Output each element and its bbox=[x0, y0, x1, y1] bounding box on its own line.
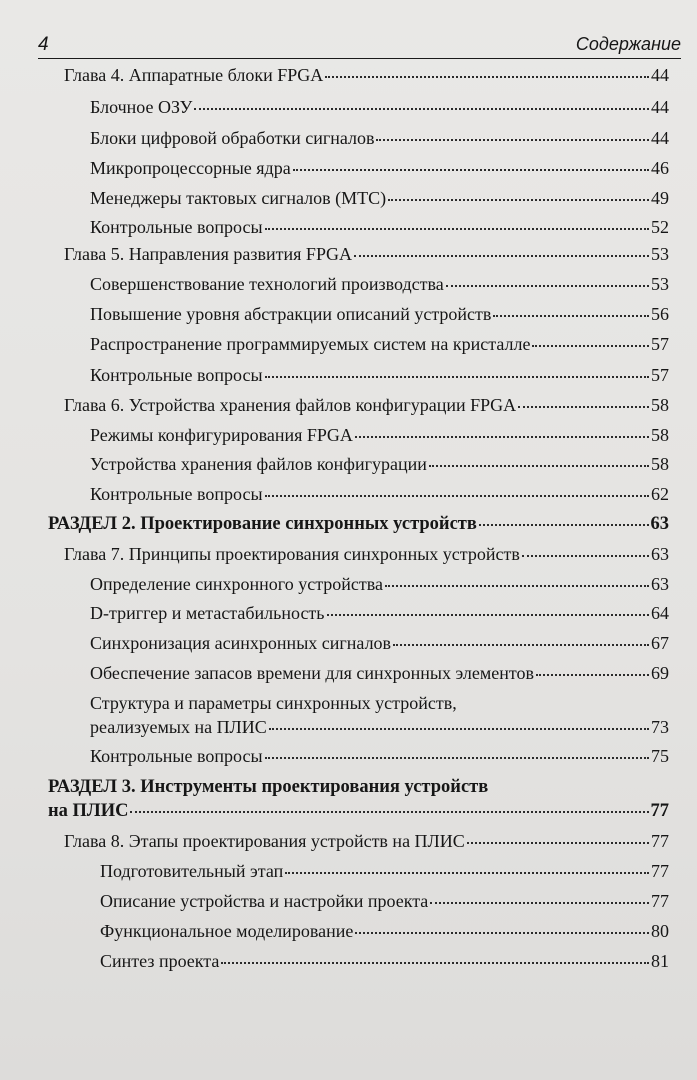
toc-entry-page: 63 bbox=[651, 574, 669, 594]
toc-entry[interactable] bbox=[90, 602, 669, 625]
toc-chapter-8[interactable] bbox=[64, 830, 669, 853]
toc-entry-title: Менеджеры тактовых сигналов (МТС) bbox=[90, 188, 387, 208]
dot-leader bbox=[388, 195, 649, 201]
dot-leader bbox=[385, 581, 649, 587]
toc-entry[interactable] bbox=[90, 573, 669, 596]
dot-leader bbox=[221, 958, 649, 964]
toc-entry-title: РАЗДЕЛ 2. Проектирование синхронных устройств bbox=[48, 514, 477, 534]
dot-leader bbox=[265, 224, 649, 230]
toc-entry-page: 77 bbox=[651, 861, 669, 881]
toc-entry-title: Повышение уровня абстракции описаний устройств bbox=[90, 304, 492, 324]
toc-entry[interactable] bbox=[90, 453, 669, 476]
toc-entry-page: 77 bbox=[651, 891, 669, 911]
toc-entry-title: Синхронизация асинхронных сигналов bbox=[90, 633, 392, 653]
toc-entry-page: 44 bbox=[651, 128, 669, 148]
dot-leader bbox=[354, 251, 649, 257]
toc-entry-title: Контрольные вопросы bbox=[90, 484, 263, 504]
dot-leader bbox=[393, 640, 649, 646]
toc-entry-page: 64 bbox=[651, 603, 669, 623]
toc-entry-title: Контрольные вопросы bbox=[90, 365, 263, 385]
dot-leader bbox=[493, 311, 649, 317]
toc-entry[interactable] bbox=[90, 303, 669, 326]
dot-leader bbox=[522, 551, 649, 557]
toc-entry[interactable] bbox=[90, 424, 669, 447]
toc-entry-title: Глава 8. Этапы проектирования устройств на ПЛИС bbox=[64, 831, 465, 851]
dot-leader bbox=[265, 491, 649, 497]
toc-entry-page: 81 bbox=[651, 951, 669, 971]
toc-entry-page: 56 bbox=[651, 304, 669, 324]
dot-leader bbox=[376, 135, 649, 141]
toc-entry-page: 57 bbox=[651, 365, 669, 385]
toc-entry-page: 44 bbox=[651, 97, 669, 117]
toc-entry-page: 58 bbox=[651, 395, 669, 415]
dot-leader bbox=[446, 281, 649, 287]
toc-entry-page: 77 bbox=[651, 831, 669, 851]
toc-entry-title: Микропроцессорные ядра bbox=[90, 158, 291, 178]
toc-entry[interactable] bbox=[90, 157, 669, 180]
dot-leader bbox=[479, 520, 649, 526]
toc-chapter-7[interactable] bbox=[64, 543, 669, 566]
dot-leader bbox=[293, 165, 649, 171]
dot-leader bbox=[285, 868, 649, 874]
toc-entry-page: 44 bbox=[651, 65, 669, 85]
toc-chapter-5[interactable] bbox=[64, 243, 669, 266]
toc-entry-title: Описание устройства и настройки проекта bbox=[100, 891, 429, 911]
page-number: 4 bbox=[38, 34, 49, 55]
toc-entry-title: Синтез проекта bbox=[100, 951, 220, 971]
toc-entry-page: 46 bbox=[651, 158, 669, 178]
toc-entry-page: 62 bbox=[651, 484, 669, 504]
toc-entry-page: 80 bbox=[651, 921, 669, 941]
dot-leader bbox=[194, 104, 649, 110]
toc-entry[interactable] bbox=[100, 950, 669, 973]
dot-leader bbox=[536, 670, 649, 676]
toc-entry[interactable] bbox=[90, 187, 669, 210]
toc-entry-title: Глава 6. Устройства хранения файлов конфигурации FPGA bbox=[64, 395, 517, 415]
toc-entry[interactable] bbox=[90, 216, 669, 239]
dot-leader bbox=[327, 610, 649, 616]
toc-entry[interactable] bbox=[90, 632, 669, 655]
toc-entry-title: Блочное ОЗУ bbox=[90, 97, 193, 117]
toc-entry-title: Обеспечение запасов времени для синхронных элементов bbox=[90, 663, 534, 683]
toc-entry[interactable] bbox=[90, 662, 669, 685]
toc-entry-title: Глава 4. Аппаратные блоки FPGA bbox=[64, 65, 324, 85]
dot-leader bbox=[130, 807, 648, 813]
dot-leader bbox=[429, 461, 649, 467]
toc-entry-page: 57 bbox=[651, 334, 669, 354]
dot-leader bbox=[265, 753, 649, 759]
toc-entry-title: Устройства хранения файлов конфигурации bbox=[90, 454, 427, 474]
toc-entry-title-line2: на ПЛИС bbox=[48, 801, 129, 821]
dot-leader bbox=[269, 724, 649, 730]
toc-entry[interactable] bbox=[90, 96, 669, 119]
toc-entry[interactable] bbox=[90, 333, 669, 356]
toc-entry-page: 69 bbox=[651, 663, 669, 683]
toc-entry-page: 53 bbox=[651, 244, 669, 264]
toc-entry-title: Режимы конфигурирования FPGA bbox=[90, 425, 353, 445]
toc-entry-page: 67 bbox=[651, 633, 669, 653]
toc-entry-page: 75 bbox=[651, 746, 669, 766]
toc-chapter-4[interactable] bbox=[64, 64, 669, 87]
dot-leader bbox=[355, 928, 649, 934]
toc-entry-page: 63 bbox=[650, 514, 669, 534]
toc-entry-title: Распространение программируемых систем на кристалле bbox=[90, 334, 531, 354]
toc-entry[interactable] bbox=[90, 716, 669, 739]
toc-chapter-6[interactable] bbox=[64, 394, 669, 417]
toc-entry-title: Блоки цифровой обработки сигналов bbox=[90, 128, 375, 148]
dot-leader bbox=[532, 341, 649, 347]
toc-entry-page: 58 bbox=[651, 425, 669, 445]
toc-entry-title: Глава 7. Принципы проектирования синхронных устройств bbox=[64, 544, 520, 564]
toc-entry-page: 73 bbox=[651, 717, 669, 737]
toc-entry-title: Подготовительный этап bbox=[100, 861, 284, 881]
toc-entry-page: 49 bbox=[651, 188, 669, 208]
dot-leader bbox=[467, 838, 649, 844]
dot-leader bbox=[430, 898, 649, 904]
toc-entry[interactable] bbox=[90, 483, 669, 506]
running-header-title: Содержание bbox=[575, 34, 681, 54]
toc-entry-title: D-триггер и метастабильность bbox=[90, 603, 325, 623]
toc-entry-page: 58 bbox=[651, 454, 669, 474]
toc-entry-page: 52 bbox=[651, 217, 669, 237]
toc-entry[interactable] bbox=[100, 920, 669, 943]
toc-entry[interactable] bbox=[100, 860, 669, 883]
toc-entry[interactable] bbox=[100, 890, 669, 913]
dot-leader bbox=[518, 402, 649, 408]
toc-entry-title: Функциональное моделирование bbox=[100, 921, 354, 941]
dot-leader bbox=[355, 432, 649, 438]
toc-entry-title: Контрольные вопросы bbox=[90, 746, 263, 766]
toc-entry-page: 63 bbox=[651, 544, 669, 564]
toc-entry-page: 53 bbox=[651, 274, 669, 294]
toc-entry[interactable] bbox=[90, 273, 669, 296]
toc-entry[interactable] bbox=[90, 745, 669, 768]
toc-entry-title-line1: Структура и параметры синхронных устройств, bbox=[90, 693, 457, 713]
toc-entry-title: Совершенствование технологий производства bbox=[90, 274, 444, 294]
toc-entry-title: Контрольные вопросы bbox=[90, 217, 263, 237]
toc-entry-title: Определение синхронного устройства bbox=[90, 574, 384, 594]
toc-entry-title-line2: реализуемых на ПЛИС bbox=[90, 717, 267, 737]
toc-entry-title: Глава 5. Направления развития FPGA bbox=[64, 244, 352, 264]
toc-section-3-line1: РАЗДЕЛ 3. Инструменты проектирования устройств bbox=[48, 777, 489, 797]
toc-section-2[interactable] bbox=[48, 513, 669, 536]
toc-entry[interactable] bbox=[90, 127, 669, 150]
toc-entry-page: 77 bbox=[650, 801, 669, 821]
dot-leader bbox=[265, 372, 649, 378]
toc-entry[interactable] bbox=[90, 364, 669, 387]
dot-leader bbox=[325, 72, 649, 78]
toc-section-3[interactable] bbox=[48, 800, 669, 823]
